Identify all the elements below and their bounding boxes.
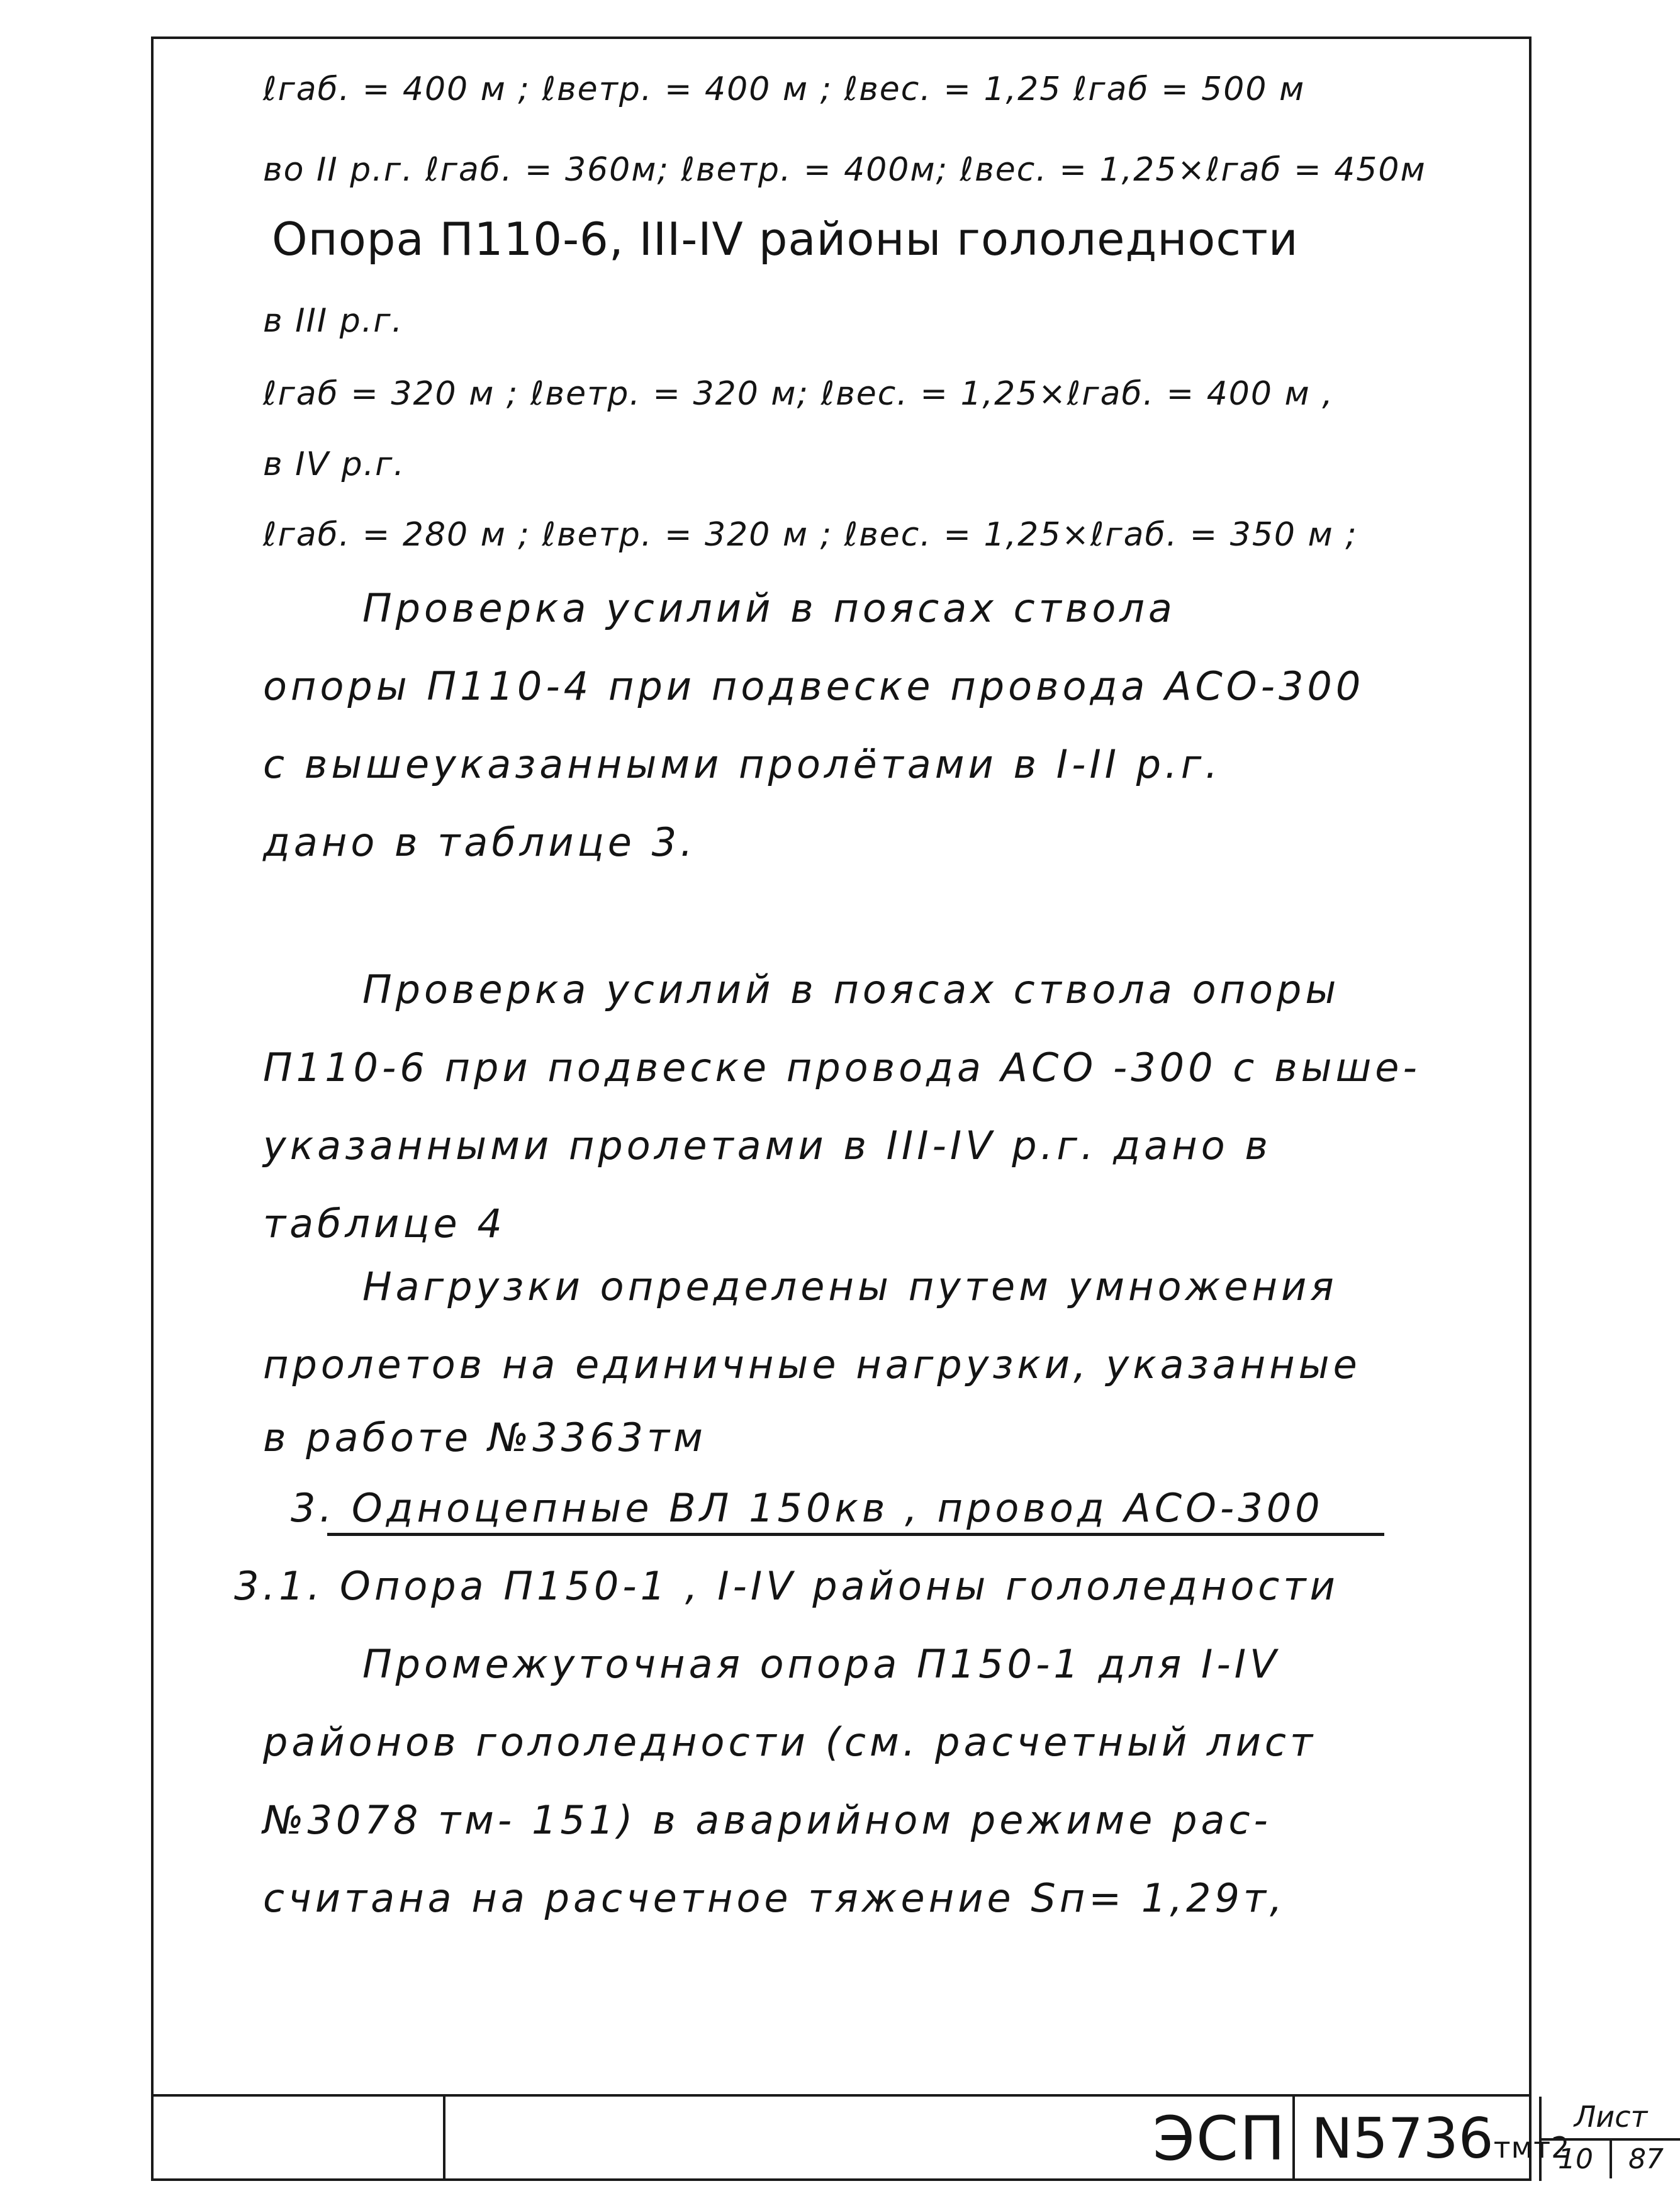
paragraph-3-line-1: Нагрузки определены путем умножения — [362, 1264, 1338, 1309]
text-line-6: в IV р.г. — [263, 446, 405, 483]
section-heading-3: 3. Одноцепные ВЛ 150кв , провод АСО-300 — [291, 1485, 1324, 1531]
paragraph-4-line-4: считана на расчетное тяжение Sп= 1,29т, — [263, 1875, 1286, 1921]
paragraph-1-line-2: опоры П110-4 при подвеске провода АСО-300 — [263, 663, 1365, 709]
organization-code: ЭСП — [1153, 2104, 1287, 2174]
paragraph-2-line-4: таблице 4 — [263, 1201, 506, 1247]
paragraph-2-line-2: П110-6 при подвеске провода АСО -300 с выше- — [263, 1045, 1421, 1090]
document-number — [1311, 2104, 1570, 2182]
title-block — [154, 2094, 1664, 2178]
sheet-number-cells — [1542, 2138, 1680, 2178]
paragraph-3-line-3: в работе №3363тм — [263, 1415, 707, 1460]
document-number-suffix: тмт2 — [1493, 2131, 1571, 2165]
text-line-4: в III р.г. — [263, 302, 404, 340]
text-line-1: ℓгаб. = 400 м ; ℓветр. = 400 м ; ℓвес. = 1,25 ℓгаб = 500 м — [263, 70, 1306, 108]
paragraph-2-line-1: Проверка усилий в поясах ствола опоры — [362, 967, 1340, 1012]
paragraph-1-line-4: дано в таблице 3. — [263, 819, 697, 865]
drawing-frame — [151, 36, 1532, 2181]
paragraph-4-line-1: Промежуточная опора П150-1 для I-IV — [362, 1641, 1280, 1687]
section-heading-underline — [327, 1533, 1384, 1536]
text-line-7: ℓгаб. = 280 м ; ℓветр. = 320 м ; ℓвес. = 1,25×ℓгаб. = 350 м ; — [263, 516, 1358, 554]
sheet-label: Лист — [1574, 2100, 1648, 2134]
paragraph-1-line-3: с вышеуказанными пролётами в I-II р.г. — [263, 741, 1222, 787]
sheet-number: 10 — [1542, 2141, 1612, 2178]
text-line-5: ℓгаб = 320 м ; ℓветр. = 320 м; ℓвес. = 1,25×ℓгаб. = 400 м , — [263, 375, 1334, 413]
text-line-2: во II р.г. ℓгаб. = 360м; ℓветр. = 400м; ℓвес. = 1,25×ℓгаб = 450м — [263, 151, 1426, 189]
paragraph-4-line-3: №3078 тм- 151) в аварийном режиме рас- — [263, 1797, 1272, 1843]
paragraph-1-line-1: Проверка усилий в поясах ствола — [362, 585, 1176, 631]
title-block-divider — [443, 2097, 445, 2181]
title-block-divider — [1292, 2097, 1295, 2181]
document-number-main: N5736 — [1311, 2106, 1494, 2171]
sheet-total: 87 — [1628, 2143, 1664, 2175]
paragraph-3-line-2: пролетов на единичные нагрузки, указанные — [263, 1342, 1361, 1387]
heading-support-p110-6: Опора П110-6, III-IV районы гололедности — [272, 213, 1299, 266]
paragraph-2-line-3: указанными пролетами в III-IV р.г. дано в — [263, 1123, 1272, 1168]
subsection-heading-3-1: 3.1. Опора П150-1 , I-IV районы гололедности — [234, 1563, 1339, 1609]
paragraph-4-line-2: районов гололедности (см. расчетный лист — [263, 1719, 1317, 1765]
